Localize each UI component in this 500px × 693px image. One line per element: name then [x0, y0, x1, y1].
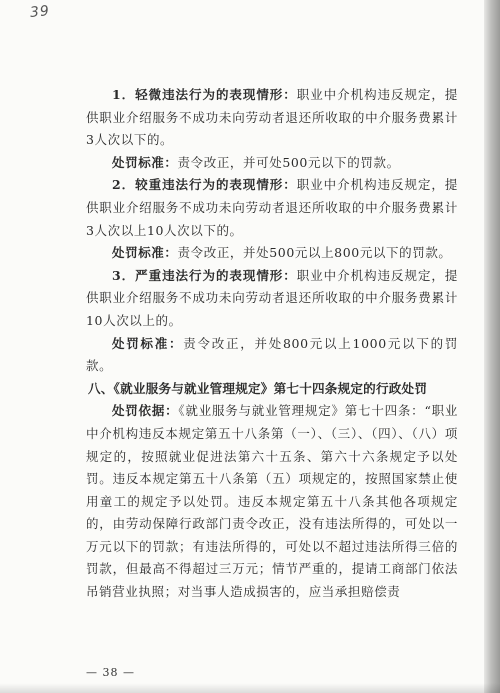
minor-violation-text: 职业中介机构违反规定，提供职业介绍服务不成功未向劳动者退还所收取的中介服务费累计3人次以下的。: [86, 87, 458, 148]
moderate-violation-text: 职业中介机构违反规定，提供职业介绍服务不成功未向劳动者退还所收取的中介服务费累计3人次以上10人次以下的。: [86, 177, 458, 238]
minor-penalty-text: 责令改正，并可处500元以下的罚款。: [177, 154, 400, 170]
paragraph-moderate-penalty: [86, 242, 458, 265]
penalty-basis-lead: 处罚依据：: [112, 403, 179, 419]
paragraph-minor-violation: [86, 84, 458, 152]
section-heading: 八、《就业服务与就业管理规定》第七十四条规定的行政处罚: [88, 380, 428, 396]
minor-penalty-lead: 处罚标准：: [112, 154, 178, 170]
minor-violation-lead: 1．轻微违法行为的表现情形：: [112, 87, 297, 102]
serious-violation-lead: 3．严重违法行为的表现情形：: [112, 267, 297, 283]
moderate-penalty-lead: 处罚标准：: [112, 245, 178, 261]
document-body: [86, 84, 458, 604]
page-number: — 38 —: [86, 666, 135, 679]
paragraph-moderate-violation: [86, 174, 458, 242]
paragraph-minor-penalty: [86, 152, 458, 175]
binding-edge-shadow: [484, 0, 500, 693]
handwritten-page-annotation: 39: [29, 3, 51, 21]
serious-penalty-text: 责令改正，并处800元以上1000元以下的罚款。: [86, 335, 458, 374]
penalty-basis-text: 《就业服务与就业管理规定》第七十四条：“职业中介机构违反本规定第五十八条第（一）、（三）、（四）、（八）项规定的，按照就业促进法第六十五条、第六十六条规定予以处罚。违反本规定第五十八条第（五）项规定的，按照国家禁止使用童工的规定予以处罚。违反本规定第五十八条其他各项规定的，由劳动保障行政部门责令改正，没有违法所得的，可处以一万元以下的罚款；有违法所得的，可处以不超过违法所得三倍的罚款，但最高不得超过三万元；情节严重的，提请工商部门依法吊销营业执照；对当事人造成损害的，应当承担赔偿责: [86, 403, 458, 600]
moderate-violation-lead: 2．较重违法行为的表现情形：: [112, 177, 297, 193]
bottom-edge-shadow: [0, 683, 500, 693]
paragraph-serious-violation: [86, 265, 458, 333]
serious-penalty-lead: 处罚标准：: [112, 335, 184, 351]
moderate-penalty-text: 责令改正，并处500元以上800元以下的罚款。: [177, 245, 452, 261]
paragraph-penalty-basis: [86, 400, 458, 603]
paragraph-serious-penalty: [86, 333, 458, 378]
serious-violation-text: 职业中介机构违反规定，提供职业介绍服务不成功未向劳动者退还所收取的中介服务费累计10人次以上的。: [86, 267, 458, 328]
